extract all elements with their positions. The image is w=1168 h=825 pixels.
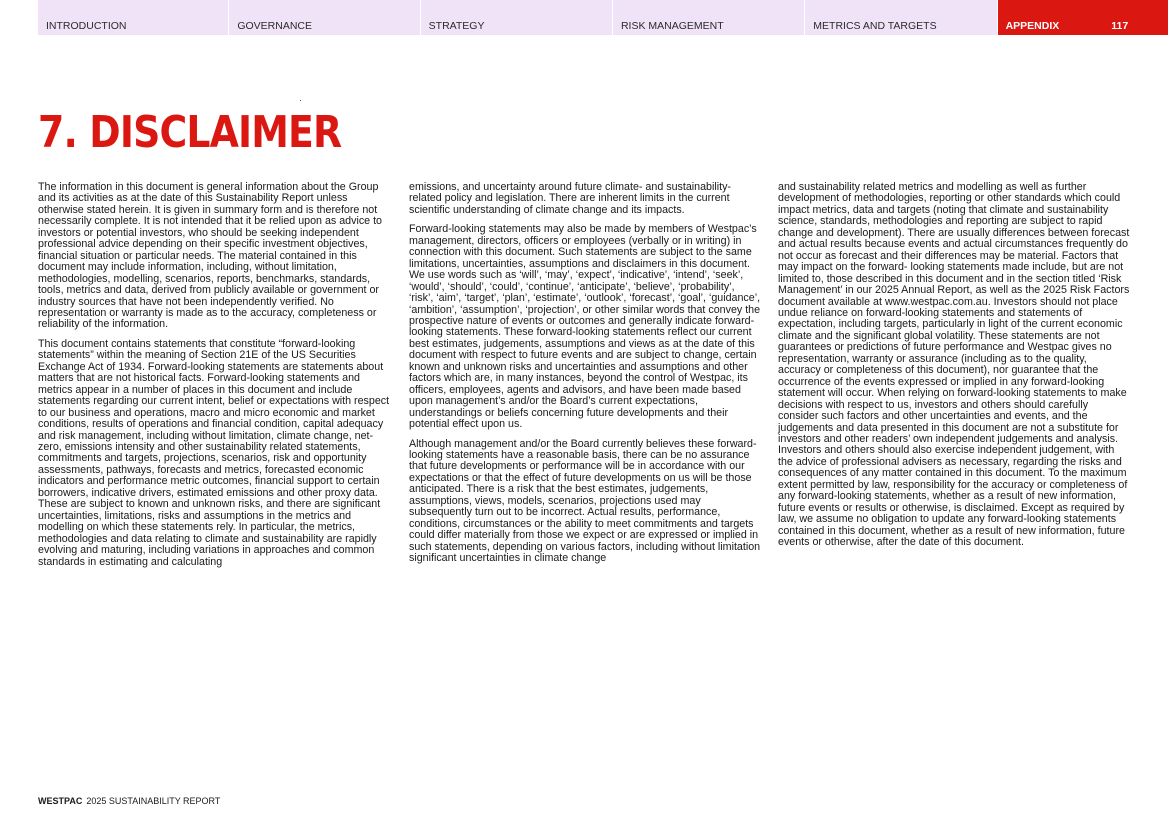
column-3 <box>778 182 1130 557</box>
tab-appendix[interactable] <box>998 0 1168 35</box>
page-number: 117 <box>1111 20 1129 32</box>
tab-appendix-label: APPENDIX <box>1005 20 1060 32</box>
paragraph: Although management and/or the Board currently believes these forward-looking statements have a reasonable basis, there can be no assurance that future developments or performance will be in accordance with our expectations or that the effect of future developments on us will be those anticipated. There is a risk that the best estimates, judgements, assumptions, views, models, scenarios, projections used may subsequently turn out to be incorrect. Actual results, performance, conditions, circumstances or the ability to meet commitments and targets could differ materially from those we expect or are expressed or implied in such statements, depending on various factors, including without limitation significant uncertainties in climate change <box>409 437 761 565</box>
column-2 <box>409 182 761 573</box>
stray-dot <box>300 100 301 101</box>
footer-report-title: 2025 SUSTAINABILITY REPORT <box>86 796 221 806</box>
tab-governance[interactable]: GOVERNANCE <box>229 0 419 35</box>
page-title: 7. DISCLAIMER <box>38 107 342 158</box>
paragraph: This document contains statements that constitute “forward-looking statements” within the meaning of Section 21E of the US Securities Exchange Act of 1934. Forward-looking statements are statements about matters that are not historical facts. Forward-looking statements and metrics appear in a number of places in this document and include statements regarding our current intent, belief or expectations with respect to our business and operations, macro and micro economic and market conditions, results of operations and financial condition, capital adequacy and risk management, including without limitation, climate change, net-zero, emissions intensity and other sustainability related statements, commitments and targets, projections, scenarios, risk and opportunity assessments, pathways, forecasts and metrics, forecasted economic indicators and performance metric outcomes, financial support to certain borrowers, indicative drivers, estimated emissions and other proxy data. These are subject to known and unknown risks, and there are significant uncertainties, limitations, risks and assumptions in the metrics and modelling on which these statements rely. In particular, the metrics, methodologies and data relating to climate and sustainability are rapidly evolving and maturing, including variations in approaches and common standards in estimating and calculating <box>38 337 390 568</box>
tab-introduction[interactable]: INTRODUCTION <box>38 0 228 35</box>
footer <box>38 796 220 806</box>
section-tabs <box>38 0 1168 35</box>
paragraph: emissions, and uncertainty around future climate- and sustainability- related policy and legislation. There are inherent limits in the current scientific understanding of climate change and its impacts. <box>409 181 731 216</box>
column-1 <box>38 182 390 576</box>
paragraph: Forward-looking statements may also be made by members of Westpac’s management, directors, officers or employees (verbally or in writing) in connection with this document. Such statements are subject to the same limitations, uncertainties, assumptions and disclaimers in this document. We use words such as ‘will’, ‘may’, ‘expect’, ‘indicative’, ‘intend’, ‘seek’, ‘would’, ‘should’, ‘could’, ‘continue’, ‘anticipate’, ‘believe’, ‘probability’, ‘risk’, ‘aim’, ‘target’, ‘plan’, ‘estimate’, ‘outlook’, ‘forecast’, ‘goal’, ‘guidance’, ‘ambition’, ‘assumption’, ‘projection’, or other similar words that convey the prospective nature of events or outcomes and generally indicate forward-looking statements. These forward-looking statements reflect our current best estimates, judgements, assumptions and views as at the date of this document with respect to future events and are subject to change, certain known and unknown risks and uncertainties and assumptions and other factors which are, in many instances, beyond the control of Westpac, its officers, employees, agents and advisors, and have been made based upon management’s and/or the Board’s current expectations, understandings or beliefs concerning future developments and their potential effect upon us. <box>409 223 761 431</box>
footer-brand: WESTPAC <box>38 796 83 806</box>
tab-metrics-and-targets[interactable]: METRICS AND TARGETS <box>805 0 996 35</box>
paragraph: The information in this document is general information about the Group and its activities as at the date of this Sustainability Report unless otherwise stated herein. It is given in summary form and is therefore not necessarily complete. It is not intended that it be relied upon as advice to investors or potential investors, who should be seeking independent professional advice depending on their specific investment objectives, financial situation or particular needs. The material contained in this document may include information, including, without limitation, methodologies, modelling, scenarios, reports, benchmarks, standards, tools, metrics and data, derived from publicly available or government or industry sources that have not been independently verified. No representation or warranty is made as to the accuracy, completeness or reliability of the information. <box>38 181 382 331</box>
paragraph: and sustainability related metrics and modelling as well as further development of methodologies, reporting or other standards which could impact metrics, data and targets (noting that climate and sustainability science, standards, methodologies and reporting are subject to rapid change and development). There are usually differences between forecast and actual results because events and actual circumstances frequently do not occur as forecast and their differences may be material. Factors that may impact on the forward- looking statements made include, but are not limited to, those described in this document and in the section titled ‘Risk Management’ in our 2025 Annual Report, as well as the 2025 Risk Factors document available at www.westpac.com.au. Investors should not place undue reliance on forward-looking statements and statements of expectation, including targets, particularly in light of the current economic climate and the significant global volatility. These statements are not guarantees or predictions of future performance and Westpac gives no representation, warranty or assurance (including as to the quality, accuracy or completeness of this document), nor guarantee that the occurrence of the events expressed or implied in any forward-looking statement will occur. When relying on forward-looking statements to make decisions with respect to us, investors and others should carefully consider such factors and other uncertainties and events, and the judgements and data presented in this document are not a substitute for investors and other readers’ own independent judgements and analysis. Investors and others should also exercise independent judgement, with the advice of professional advisers as necessary, regarding the risks and consequences of any matter contained in this document. To the maximum extent permitted by law, responsibility for the accuracy or completeness of any forward-looking statements, whether as a result of new information, future events or results or otherwise, is disclaimed. Except as required by law, we assume no obligation to update any forward-looking statements contained in this document, whether as a result of new information, future events or otherwise, after the date of this document. <box>778 181 1130 549</box>
tab-strategy[interactable]: STRATEGY <box>421 0 612 35</box>
tab-risk-management[interactable]: RISK MANAGEMENT <box>613 0 804 35</box>
